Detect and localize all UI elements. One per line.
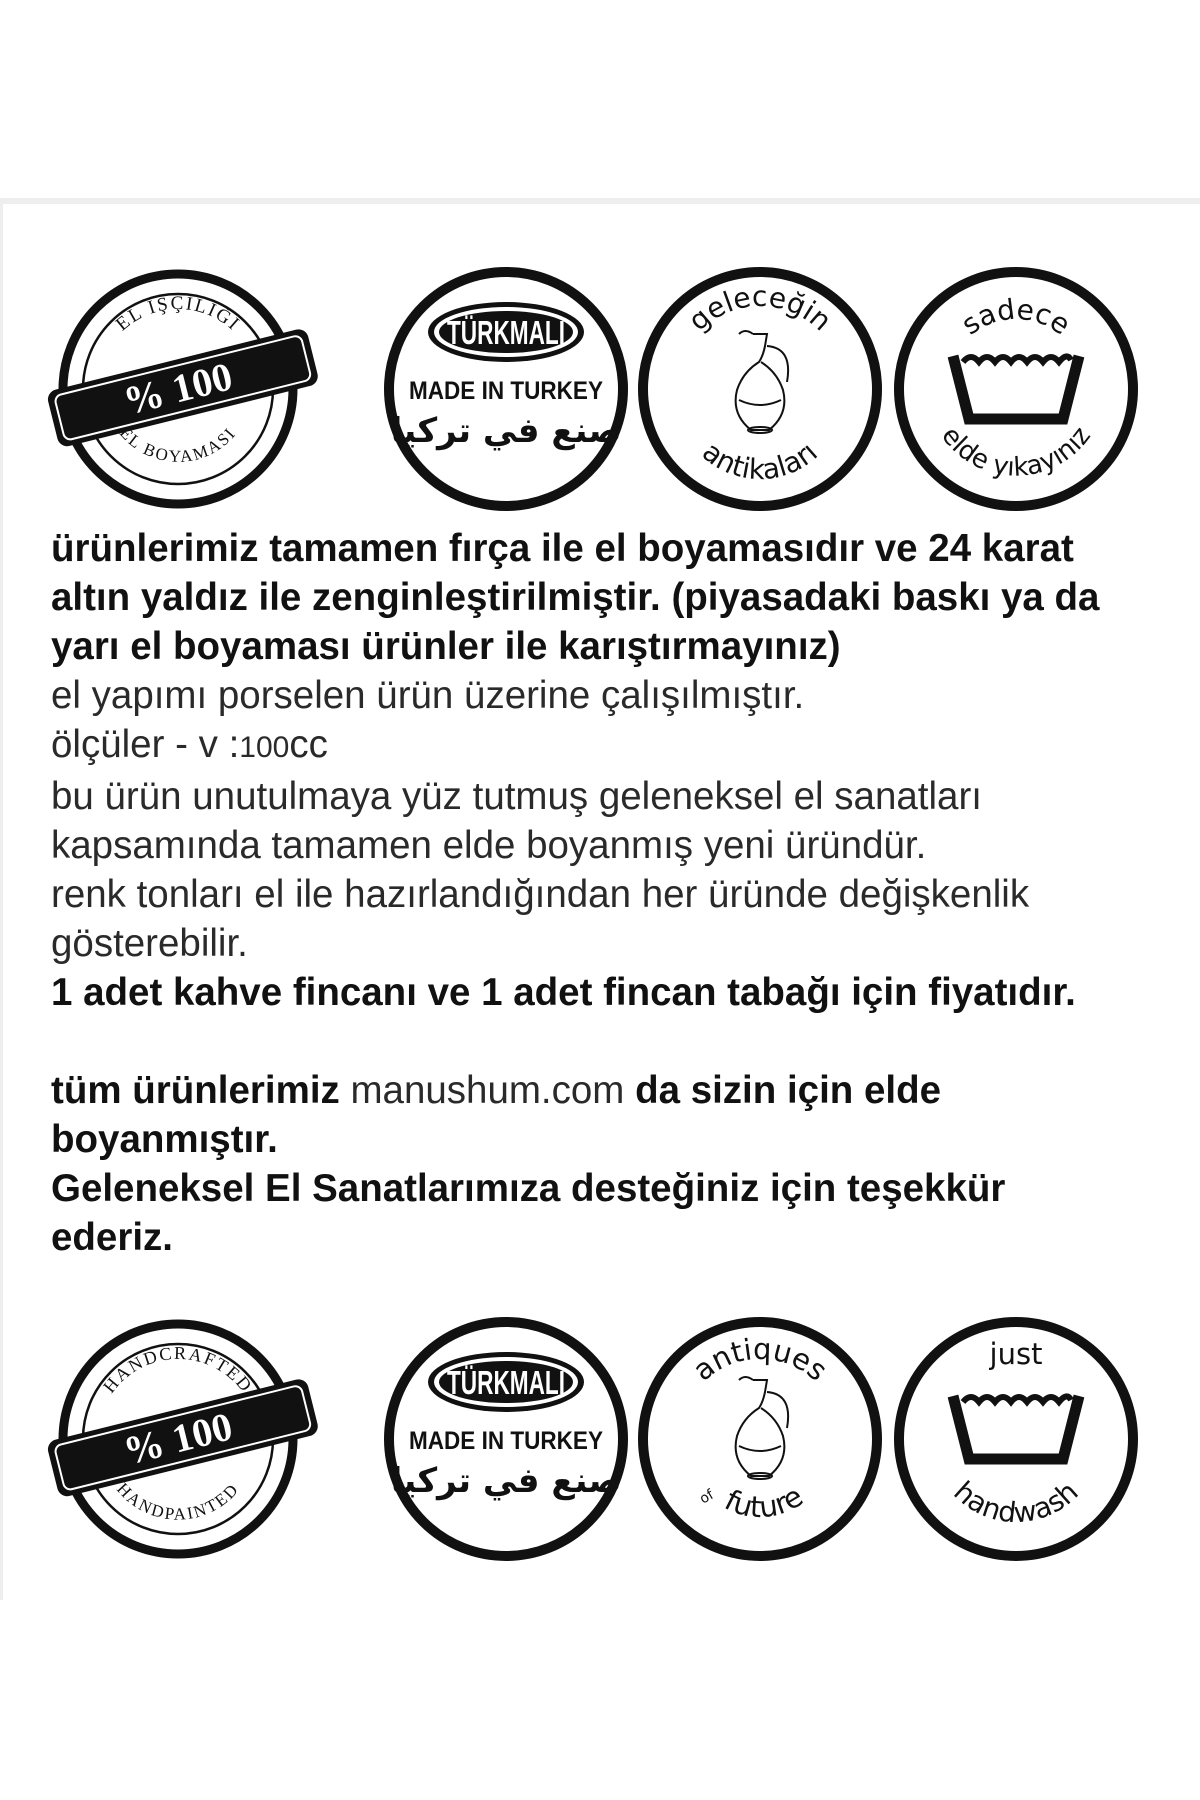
handcrafted-badge-icon	[53, 1314, 303, 1564]
svg-text:sadece	[955, 293, 1076, 342]
turkmali-badge-icon	[381, 264, 631, 514]
antiques-en-bottom: future	[719, 1478, 809, 1525]
svg-text:handwash	[947, 1475, 1084, 1530]
desc-line-1: el yapımı porselen ürün üzerine çalışılmıştır.	[51, 674, 805, 717]
all-products-b: da sizin için elde	[635, 1069, 942, 1112]
product-description	[51, 524, 1161, 1262]
all-products-a: tüm ürünlerimiz	[51, 1069, 340, 1112]
turkmali-made-in-bottom: MADE IN TURKEY	[409, 1427, 604, 1455]
wash-top-text: sadece	[955, 292, 1077, 342]
size-value: 100	[239, 731, 290, 764]
turkmali-arabic-bottom: صنع في تركيا	[390, 1461, 622, 1501]
handmade-ring-top: EL İŞÇİLİĞİ	[111, 292, 245, 336]
wash-badge-icon	[891, 264, 1141, 514]
handwash-basin-icon	[953, 356, 1079, 419]
badge-row-top	[3, 264, 1200, 514]
antiques-en-of: of	[697, 1486, 717, 1508]
desc-bold-line-3: yarı el boyaması ürünler ile karıştırmayınız)	[51, 625, 841, 668]
jug-icon-bottom	[736, 1377, 789, 1479]
antiques-of-future-badge-icon	[635, 1314, 885, 1564]
svg-text:antikaları	[696, 435, 824, 486]
antiques-bottom-text: antikaları	[696, 434, 824, 487]
desc-line-6: gösterebilir.	[51, 922, 248, 965]
handcrafted-ring-bottom: HANDPAINTED	[113, 1479, 243, 1524]
handwash-badge	[891, 1314, 1141, 1564]
antiques-badge	[635, 264, 885, 514]
handcrafted-badge	[53, 1314, 303, 1564]
turkmali-arabic: صنع في تركيا	[390, 411, 622, 451]
desc-bold-line-2: altın yaldız ile zenginleştirilmiştir. (piyasadaki baskı ya da	[51, 576, 1100, 619]
turkmali-badge-bottom-icon	[381, 1314, 631, 1564]
svg-text:EL İŞÇİLİĞİ	[112, 293, 244, 335]
turkmali-badge-bottom	[381, 1314, 631, 1564]
size-line	[51, 720, 1161, 772]
turkmali-logo-text: TÜRKMALI	[447, 314, 565, 351]
size-label: ölçüler - v :	[51, 723, 240, 766]
wash-badge	[891, 264, 1141, 514]
handwash-basin-icon-bottom	[953, 1396, 1079, 1459]
svg-text:HANDCRAFTED	[99, 1343, 257, 1397]
handmade-badge	[53, 264, 303, 514]
handwash-top-text: just	[989, 1337, 1043, 1371]
antiques-badge-icon	[635, 264, 885, 514]
all-products-line	[51, 1066, 1161, 1115]
svg-text:elde yıkayınız	[935, 421, 1097, 483]
jug-icon	[736, 331, 789, 433]
handcrafted-banner-text: % 100	[119, 1403, 237, 1474]
spacer	[51, 1017, 1161, 1066]
product-info-card	[0, 198, 1200, 1600]
handwash-bottom-text: handwash	[947, 1474, 1085, 1530]
thanks-line-1: Geleneksel El Sanatlarımıza desteğiniz için teşekkür	[51, 1167, 1006, 1210]
desc-line-4: kapsamında tamamen elde boyanmış yeni üründür.	[51, 824, 927, 867]
desc-line-3: bu ürün unutulmaya yüz tutmuş geleneksel el sanatları	[51, 775, 982, 818]
handmade-badge-icon	[53, 264, 303, 514]
badge-row-bottom	[3, 1314, 1200, 1564]
handmade-ring-bottom: EL BOYAMASI	[116, 423, 240, 467]
all-products-c: boyanmıştır.	[51, 1118, 278, 1161]
turkmali-logo-text-bottom: TÜRKMALI	[447, 1364, 565, 1401]
turkmali-badge	[381, 264, 631, 514]
handcrafted-ring-top: HANDCRAFTED	[99, 1342, 257, 1397]
wash-bottom-text: elde yıkayınız	[935, 421, 1097, 483]
price-note: 1 adet kahve fincanı ve 1 adet fincan tabağı için fiyatıdır.	[51, 971, 1076, 1014]
thanks-line-2: ederiz.	[51, 1216, 173, 1259]
site-name: manushum.com	[350, 1069, 625, 1112]
antiques-en-top: antiques	[686, 1331, 834, 1388]
antiques-of-future-badge	[635, 1314, 885, 1564]
antiques-top-text: geleceğin	[681, 280, 839, 338]
desc-line-5: renk tonları el ile hazırlandığından her üründe değişkenlik	[51, 873, 1030, 916]
svg-text:HANDPAINTED	[113, 1479, 243, 1524]
size-unit: cc	[289, 723, 328, 766]
desc-bold-line-1: ürünlerimiz tamamen fırça ile el boyamasıdır ve 24 karat	[51, 527, 1074, 570]
turkmali-made-in: MADE IN TURKEY	[409, 377, 604, 405]
svg-text:future	[719, 1479, 808, 1525]
handwash-badge-icon	[891, 1314, 1141, 1564]
handmade-banner-text: % 100	[119, 353, 237, 424]
